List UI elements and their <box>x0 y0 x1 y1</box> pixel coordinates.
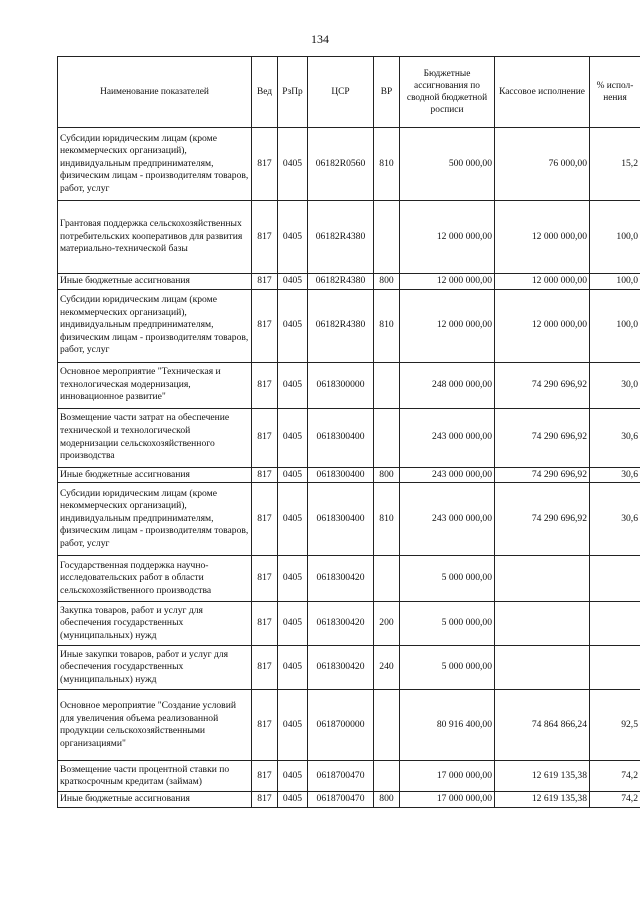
row-vr <box>374 362 400 408</box>
row-cash: 74 290 696,92 <box>495 467 590 483</box>
row-budget: 12 000 000,00 <box>400 289 495 362</box>
row-rzpr: 0405 <box>278 274 308 290</box>
row-ved: 817 <box>252 274 278 290</box>
row-ved: 817 <box>252 467 278 483</box>
row-csr: 06182R0560 <box>308 128 374 201</box>
row-rzpr: 0405 <box>278 128 308 201</box>
row-rzpr: 0405 <box>278 201 308 274</box>
row-percent <box>590 556 640 602</box>
table-row <box>58 602 640 646</box>
row-cash: 12 619 135,38 <box>495 761 590 792</box>
row-budget: 243 000 000,00 <box>400 408 495 467</box>
row-name: Возмещение части затрат на обеспечение технической и технологической модернизации сельскохозяйственного производства <box>58 408 252 467</box>
row-name: Возмещение части процентной ставки по краткосрочным кредитам (займам) <box>58 761 252 792</box>
row-cash: 76 000,00 <box>495 128 590 201</box>
table-row <box>58 483 640 556</box>
row-vr <box>374 761 400 792</box>
row-csr: 0618300400 <box>308 408 374 467</box>
row-csr: 0618300420 <box>308 646 374 690</box>
table-row <box>58 761 640 792</box>
col-header-vr: ВР <box>374 57 400 128</box>
row-csr: 0618300420 <box>308 602 374 646</box>
row-ved: 817 <box>252 289 278 362</box>
row-rzpr: 0405 <box>278 556 308 602</box>
row-cash: 12 000 000,00 <box>495 201 590 274</box>
row-csr: 0618700470 <box>308 792 374 808</box>
table-row <box>58 362 640 408</box>
row-csr: 0618700000 <box>308 690 374 761</box>
row-budget: 243 000 000,00 <box>400 483 495 556</box>
row-vr: 810 <box>374 483 400 556</box>
row-budget: 5 000 000,00 <box>400 602 495 646</box>
row-cash: 74 864 866,24 <box>495 690 590 761</box>
row-cash <box>495 602 590 646</box>
row-name: Государственная поддержка научно-исследовательских работ в области сельскохозяйственного производства <box>58 556 252 602</box>
row-name: Иные бюджетные ассигнования <box>58 274 252 290</box>
row-ved: 817 <box>252 761 278 792</box>
row-ved: 817 <box>252 602 278 646</box>
row-vr <box>374 556 400 602</box>
table-header-row <box>58 57 640 128</box>
row-rzpr: 0405 <box>278 690 308 761</box>
row-percent: 100,0 <box>590 274 640 290</box>
row-cash: 12 619 135,38 <box>495 792 590 808</box>
row-budget: 17 000 000,00 <box>400 761 495 792</box>
row-name: Грантовая поддержка сельскохозяйственных потребительских кооперативов для развития материально-технической базы <box>58 201 252 274</box>
row-budget: 248 000 000,00 <box>400 362 495 408</box>
table-row <box>58 646 640 690</box>
row-csr: 0618700470 <box>308 761 374 792</box>
row-percent: 15,2 <box>590 128 640 201</box>
row-cash: 74 290 696,92 <box>495 362 590 408</box>
table-row <box>58 408 640 467</box>
row-csr: 0618300000 <box>308 362 374 408</box>
row-ved: 817 <box>252 128 278 201</box>
row-vr: 800 <box>374 274 400 290</box>
row-ved: 817 <box>252 792 278 808</box>
row-csr: 06182R4380 <box>308 274 374 290</box>
row-percent: 100,0 <box>590 289 640 362</box>
row-budget: 17 000 000,00 <box>400 792 495 808</box>
row-percent <box>590 602 640 646</box>
row-ved: 817 <box>252 483 278 556</box>
row-vr <box>374 408 400 467</box>
row-csr: 0618300420 <box>308 556 374 602</box>
table-row <box>58 690 640 761</box>
table-row <box>58 792 640 808</box>
table-row <box>58 467 640 483</box>
row-ved: 817 <box>252 201 278 274</box>
row-vr: 200 <box>374 602 400 646</box>
row-ved: 817 <box>252 408 278 467</box>
row-ved: 817 <box>252 646 278 690</box>
row-cash <box>495 646 590 690</box>
row-ved: 817 <box>252 556 278 602</box>
row-vr: 810 <box>374 289 400 362</box>
row-name: Иные закупки товаров, работ и услуг для обеспечения государственных (муниципальных) нужд <box>58 646 252 690</box>
row-budget: 5 000 000,00 <box>400 646 495 690</box>
row-rzpr: 0405 <box>278 483 308 556</box>
row-name: Субсидии юридическим лицам (кроме некоммерческих организаций), индивидуальным предпринимателям, физическим лицам - производителям товаров, работ, услуг <box>58 483 252 556</box>
row-name: Субсидии юридическим лицам (кроме некоммерческих организаций), индивидуальным предпринимателям, физическим лицам - производителям товаров, работ, услуг <box>58 128 252 201</box>
page-number: 134 <box>311 32 329 46</box>
row-budget: 12 000 000,00 <box>400 274 495 290</box>
table-row <box>58 201 640 274</box>
row-name: Иные бюджетные ассигнования <box>58 467 252 483</box>
row-cash: 12 000 000,00 <box>495 289 590 362</box>
table-row <box>58 556 640 602</box>
row-vr <box>374 690 400 761</box>
row-budget: 12 000 000,00 <box>400 201 495 274</box>
col-header-ved: Вед <box>252 57 278 128</box>
row-percent <box>590 646 640 690</box>
row-name: Основное мероприятие "Создание условий для увеличения объема реализованной продукции сельскохозяйственными организациями" <box>58 690 252 761</box>
row-percent: 74,2 <box>590 761 640 792</box>
row-percent: 30,6 <box>590 467 640 483</box>
table-row <box>58 274 640 290</box>
row-budget: 500 000,00 <box>400 128 495 201</box>
row-percent: 92,5 <box>590 690 640 761</box>
row-percent: 30,6 <box>590 408 640 467</box>
row-percent: 74,2 <box>590 792 640 808</box>
row-name: Основное мероприятие "Техническая и технологическая модернизация, инновационное развитие" <box>58 362 252 408</box>
row-cash: 74 290 696,92 <box>495 408 590 467</box>
table-row <box>58 289 640 362</box>
row-vr: 240 <box>374 646 400 690</box>
table-row <box>58 128 640 201</box>
row-ved: 817 <box>252 690 278 761</box>
budget-table <box>57 56 640 808</box>
row-csr: 0618300400 <box>308 467 374 483</box>
row-csr: 06182R4380 <box>308 289 374 362</box>
col-header-rzpr: РзПр <box>278 57 308 128</box>
row-percent: 30,0 <box>590 362 640 408</box>
row-budget: 5 000 000,00 <box>400 556 495 602</box>
row-name: Закупка товаров, работ и услуг для обеспечения государственных (муниципальных) нужд <box>58 602 252 646</box>
row-percent: 30,6 <box>590 483 640 556</box>
row-vr: 810 <box>374 128 400 201</box>
row-cash: 74 290 696,92 <box>495 483 590 556</box>
row-csr: 06182R4380 <box>308 201 374 274</box>
row-cash <box>495 556 590 602</box>
col-header-percent: % испол-нения <box>590 57 640 128</box>
row-rzpr: 0405 <box>278 646 308 690</box>
col-header-csr: ЦСР <box>308 57 374 128</box>
row-rzpr: 0405 <box>278 602 308 646</box>
col-header-name: Наименование показателей <box>58 57 252 128</box>
row-ved: 817 <box>252 362 278 408</box>
row-vr: 800 <box>374 792 400 808</box>
row-vr <box>374 201 400 274</box>
row-budget: 80 916 400,00 <box>400 690 495 761</box>
row-rzpr: 0405 <box>278 362 308 408</box>
col-header-budget: Бюджетные ассигнования по сводной бюджетной росписи <box>400 57 495 128</box>
row-rzpr: 0405 <box>278 761 308 792</box>
col-header-cash: Кассовое исполнение <box>495 57 590 128</box>
row-percent: 100,0 <box>590 201 640 274</box>
row-cash: 12 000 000,00 <box>495 274 590 290</box>
row-name: Иные бюджетные ассигнования <box>58 792 252 808</box>
row-rzpr: 0405 <box>278 792 308 808</box>
row-rzpr: 0405 <box>278 408 308 467</box>
row-rzpr: 0405 <box>278 467 308 483</box>
row-name: Субсидии юридическим лицам (кроме некоммерческих организаций), индивидуальным предпринимателям, физическим лицам - производителям товаров, работ, услуг <box>58 289 252 362</box>
row-vr: 800 <box>374 467 400 483</box>
row-budget: 243 000 000,00 <box>400 467 495 483</box>
row-csr: 0618300400 <box>308 483 374 556</box>
row-rzpr: 0405 <box>278 289 308 362</box>
